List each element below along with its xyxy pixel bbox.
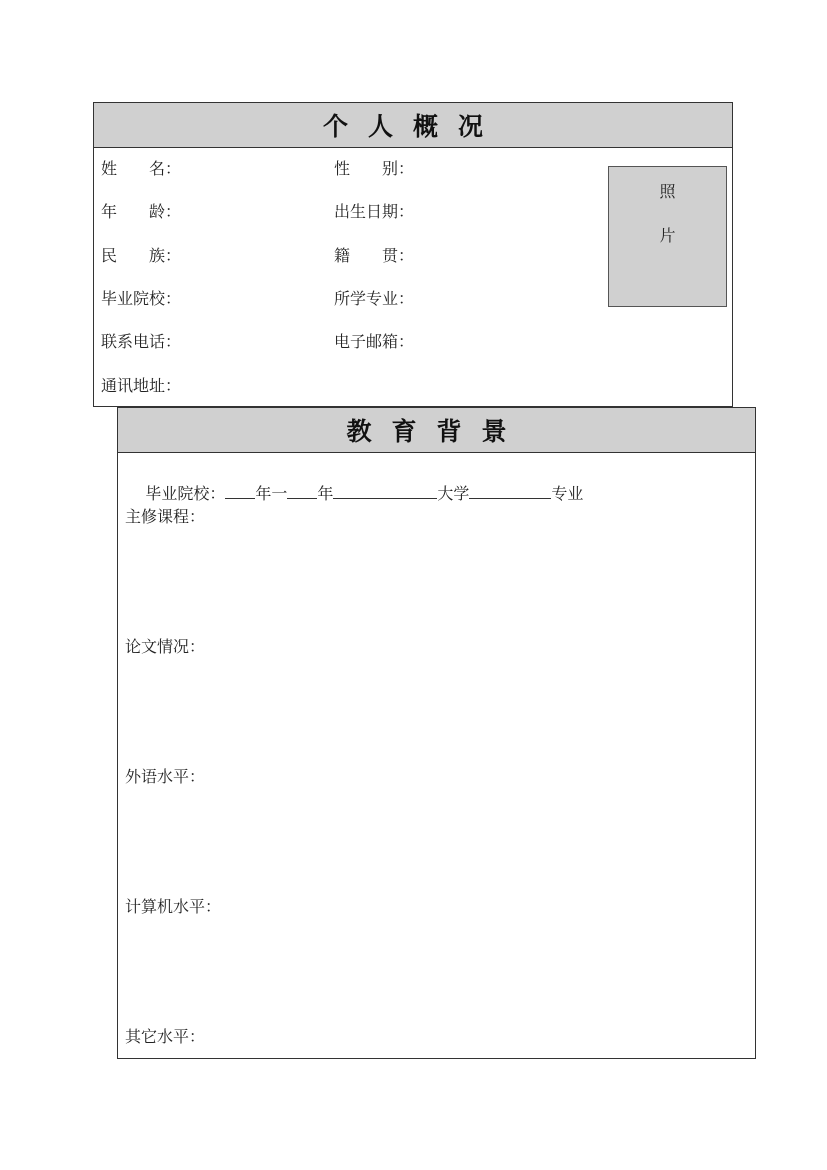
end-year-blank [287, 484, 317, 499]
phone-label: 联系电话： [101, 332, 182, 351]
address-label: 通讯地址： [101, 376, 182, 395]
ethnicity-label: 民 族： [101, 246, 182, 265]
university-blank [333, 484, 437, 499]
language-level-label: 外语水平： [125, 767, 206, 786]
education-title: 教育背景 [118, 408, 755, 453]
major-text: 专业 [551, 484, 584, 503]
photo-text-1: 照 [659, 182, 676, 201]
university-text: 大学 [437, 484, 470, 503]
email-label: 电子邮箱： [334, 332, 415, 351]
other-level-label: 其它水平： [125, 1027, 206, 1046]
gender-label: 性 别： [334, 159, 415, 178]
education-section [117, 407, 756, 1059]
photo-placeholder [608, 166, 727, 307]
thesis-label: 论文情况： [125, 637, 206, 656]
personal-info-section [93, 102, 733, 407]
photo-text-2: 片 [659, 226, 676, 245]
birth-date-label: 出生日期： [334, 202, 415, 221]
start-year-blank [225, 484, 255, 499]
major-blank [469, 484, 551, 499]
graduate-school-label: 毕业院校： [101, 289, 182, 308]
native-place-label: 籍 贯： [334, 246, 415, 265]
year-to-text: 年 [317, 484, 334, 503]
personal-info-title: 个人概况 [94, 103, 732, 148]
school-period-label: 毕业院校： [145, 484, 226, 503]
courses-label: 主修课程： [125, 507, 206, 526]
major-label: 所学专业： [334, 289, 415, 308]
computer-level-label: 计算机水平： [125, 897, 222, 916]
year-from-text: 年一 [255, 484, 288, 503]
age-label: 年 龄： [101, 202, 182, 221]
name-label: 姓 名： [101, 159, 182, 178]
